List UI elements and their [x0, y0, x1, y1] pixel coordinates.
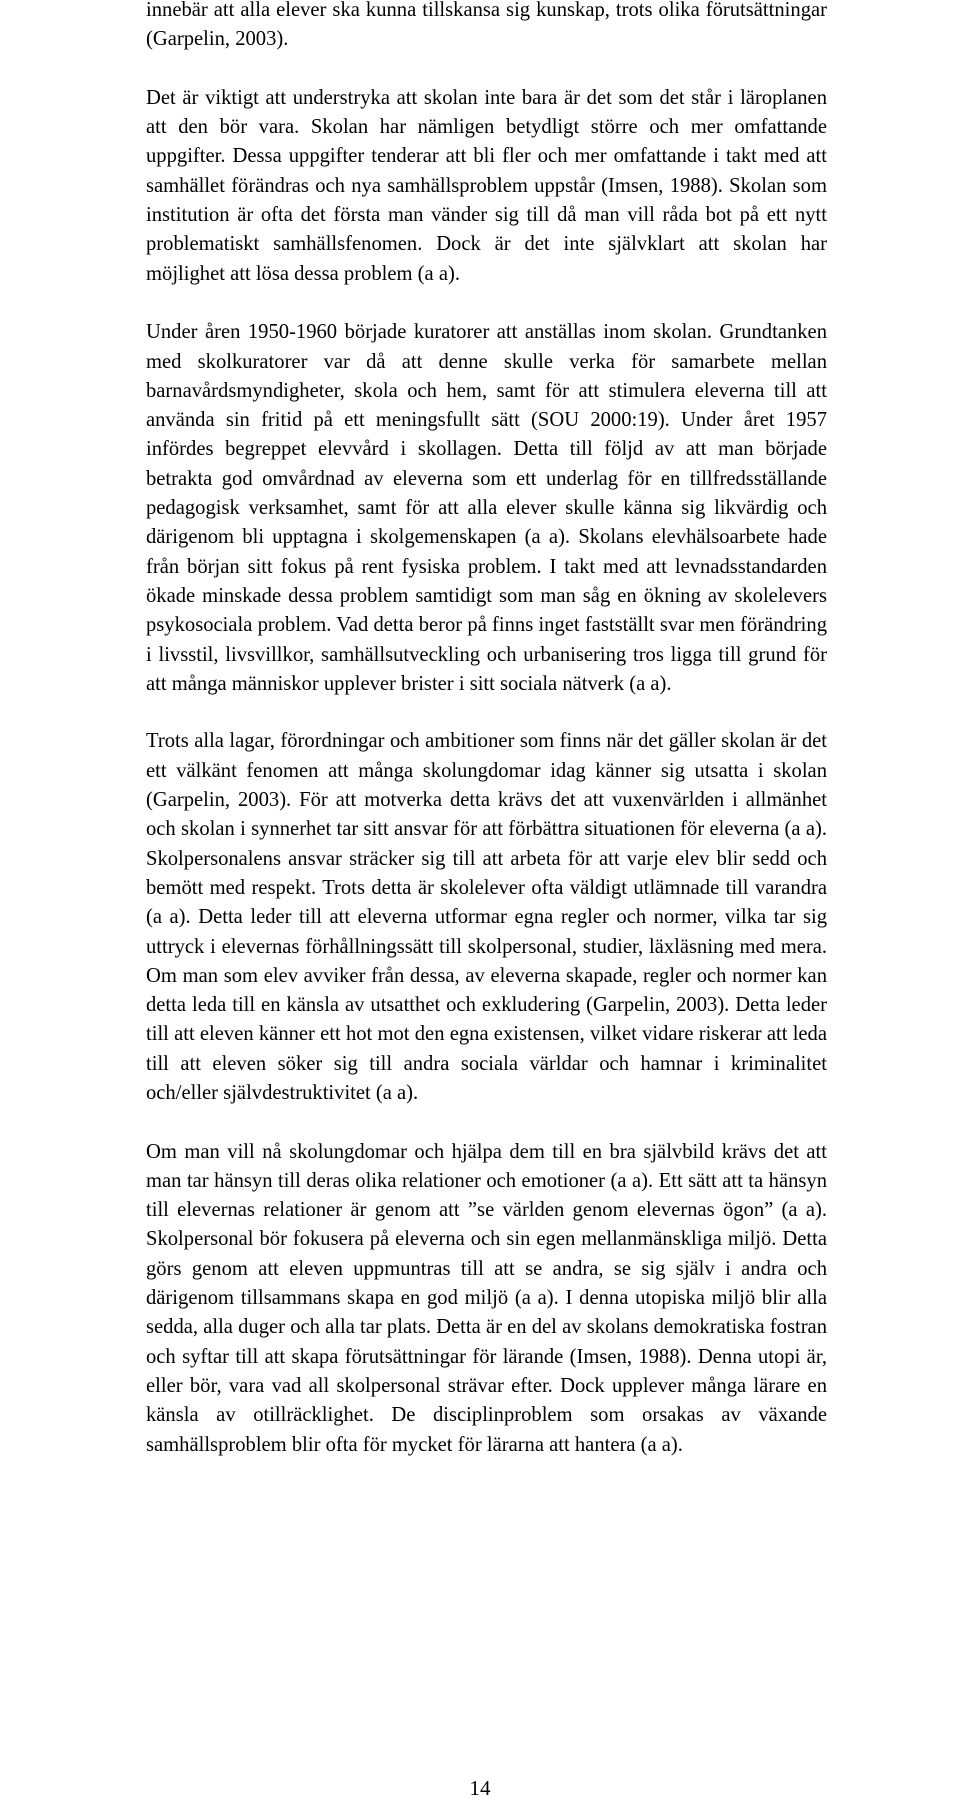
paragraph-2: Det är viktigt att understryka att skolan inte bara är det som det står i läroplanen att den bör vara. Skolan har nämligen betydligt större och mer omfattande uppgifter. Dessa uppgifter tenderar att bli fler och mer omfattande i takt med att samhället förändras och nya samhällsproblem uppstår (Imsen, 1988). Skolan som institution är ofta det första man vänder sig till då man vill råda bot på ett nytt problematiskt samhällsfenomen. Dock är det inte självklart att skolan har möjlighet att lösa dessa problem (a a).	[146, 86, 827, 285]
paragraph-4: Trots alla lagar, förordningar och ambitioner som finns när det gäller skolan är det ett välkänt fenomen att många skolungdomar idag känner sig utsatta i skolan (Garpelin, 2003). För att motverka detta krävs det att vuxenvärlden i allmänhet och skolan i synnerhet tar sitt ansvar för att förbättra situationen för eleverna (a a). Skolpersonalens ansvar sträcker sig till att arbeta för att varje elev blir sedd och bemött med respekt. Trots detta är skolelever ofta väldigt utlämnade till varandra (a a). Detta leder till att eleverna utformar egna regler och normer, vilka tar sig uttryck i elevernas förhållningssätt till skolpersonal, studier, läxläsning med mera. Om man som elev avviker från dessa, av eleverna skapade, regler och normer kan detta leda till en känsla av utsatthet och exkludering (Garpelin, 2003). Detta leder till att eleven känner ett hot mot den egna existensen, vilket vidare riskerar att leda till att eleven söker sig till andra sociala världar och hamnar i kriminalitet och/eller självdestruktivitet (a a).	[146, 730, 827, 1104]
page-number: 14	[469, 1776, 491, 1800]
paragraph-1: innebär att alla elever ska kunna tillskansa sig kunskap, trots olika förutsättningar (Garpelin, 2003).	[146, 0, 827, 51]
body-text	[146, 0, 827, 1489]
paragraph-3: Under åren 1950-1960 började kuratorer att anställas inom skolan. Grundtanken med skolkuratorer var då att denne skulle verka för samarbete mellan barnavårdsmyndigheter, skola och hem, samt för att stimulera eleverna till att använda sin fritid på ett meningsfullt sätt (SOU 2000:19). Under året 1957 infördes begreppet elevvård i skollagen. Detta till följd av att man började betrakta god omvårdnad av eleverna som ett underlag för en tillfredsställande pedagogisk verksamhet, samt för att alla elever skulle känna sig likvärdig och därigenom bli upptagna i skolgemenskapen (a a). Skolans elevhälsoarbete hade från början sitt fokus på rent fysiska problem. I takt med att levnadsstandarden ökade minskade dessa problem samtidigt som man såg en ökning av skolelevers psykosociala problem. Vad detta beror på finns inget fastställt svar men förändring i livsstil, livsvillkor, samhällsutveckling och urbanisering tros ligga till grund för att många människor upplever brister i sitt sociala nätverk (a a).	[146, 321, 827, 695]
paragraph-5: Om man vill nå skolungdomar och hjälpa dem till en bra självbild krävs det att man tar hänsyn till deras olika relationer och emotioner (a a). Ett sätt att ta hänsyn till elevernas relationer är genom att ”se världen genom elevernas ögon” (a a). Skolpersonal bör fokusera på eleverna och sin egen mellanmänskliga miljö. Detta görs genom att eleven uppmuntras till att se andra, se sig själv i andra och därigenom tillsammans skapa en god miljö (a a). I denna utopiska miljö blir alla sedda, alla duger och alla tar plats. Detta är en del av skolans demokratiska fostran och syftar till att skapa förutsättningar för lärande (Imsen, 1988). Denna utopi är, eller bör, vara vad all skolpersonal strävar efter. Dock upplever många lärare en känsla av otillräcklighet. De disciplinproblem som orsakas av växande samhällsproblem blir ofta för mycket för lärarna att hantera (a a).	[146, 1140, 827, 1456]
